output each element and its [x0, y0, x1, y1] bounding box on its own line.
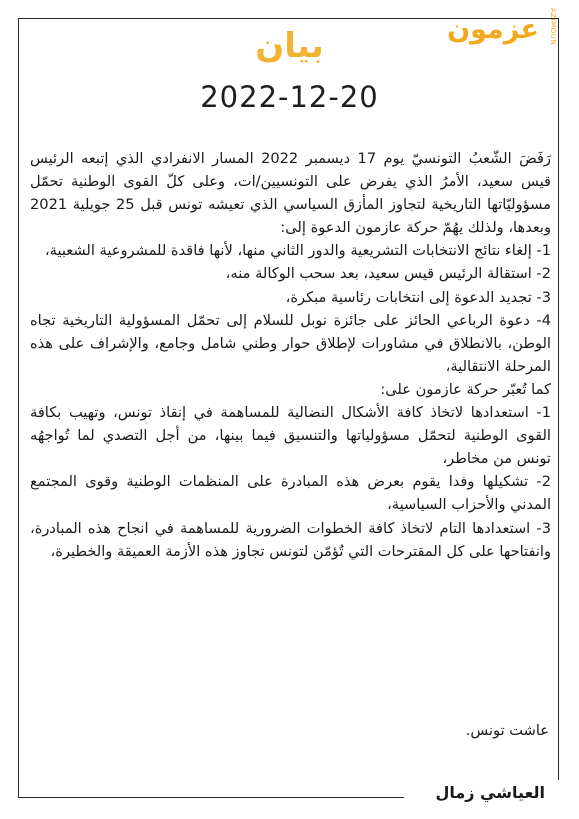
demand-item-3: 3- تجديد الدعوة إلى انتخابات رئاسية مبكرة، — [285, 288, 551, 306]
signoff-text: عاشت تونس. — [465, 722, 549, 739]
logo-side-text: AZIMOUN — [549, 8, 557, 46]
logo-text: عزمون — [447, 14, 539, 45]
demand-item-4: 4- دعوة الرباعي الحائز على جائزة نوبل للسلام إلى تحمّل المسؤولية التاريخية تجاه الوطن، بالانطلاق في مشاورات لإطلاق حوار وطني شامل وجامع، والإشراف على هذه المرحلة الانتقالية، — [30, 311, 551, 375]
demand-item-1: 1- إلغاء نتائج الانتخابات التشريعية والدور الثاني منها، لأنها فاقدة للمشروعية الشعبية، — [44, 242, 551, 260]
statement-title: بيان — [255, 26, 324, 66]
commitment-item-3: 3- استعدادها التام لاتخاذ كافة الخطوات الضرورية للمساهمة في انجاح هذه المبادرة، وانفتاحها على كل المقترحات التي تُؤمّن لتونس تجاوز هذه الأزمة العميقة والخطيرة، — [30, 519, 551, 560]
demand-item-2: 2- استقالة الرئيس قيس سعيد، بعد سحب الوكالة منه، — [225, 265, 551, 283]
statement-date: 2022-12-20 — [200, 80, 379, 114]
statement-body — [30, 147, 551, 563]
commitments-heading: كما تُعبّر حركة عازمون على: — [380, 380, 551, 398]
intro-paragraph: رَفَضَ الشّعبُ التونسيّ يوم 17 ديسمبر 2022 المسار الانفرادي الذي إتبعه الرئيس قيس سعيد، الأمرُ الذي يفرض على التونسيين/ات، وعلى كلّ القوى الوطنية تحمّل مسؤوليّاتها التاريخية لتجاوز المأزق السياسي الذي تعيشه تونس قبل 25 جويلية 2021 وبعدها، ولذلك يهُمّ حركة عازمون الدعوة إلى: — [30, 150, 551, 237]
commitment-item-1: 1- استعدادها لاتخاذ كافة الأشكال النضالية للمساهمة في إنقاذ تونس، وتهيب بكافة القوى الوطنية لتحمّل مسؤولياتها والتنسيق فيما بينها، من أجل التصدي لما تُواجهُه تونس من مخاطر، — [30, 404, 551, 468]
commitment-item-2: 2- تشكيلها وفدا يقوم بعرض هذه المبادرة على المنظمات الوطنية وقوى المجتمع المدني والأحزاب السياسية، — [30, 473, 551, 514]
signature-name: العياشي زمال — [431, 783, 549, 802]
